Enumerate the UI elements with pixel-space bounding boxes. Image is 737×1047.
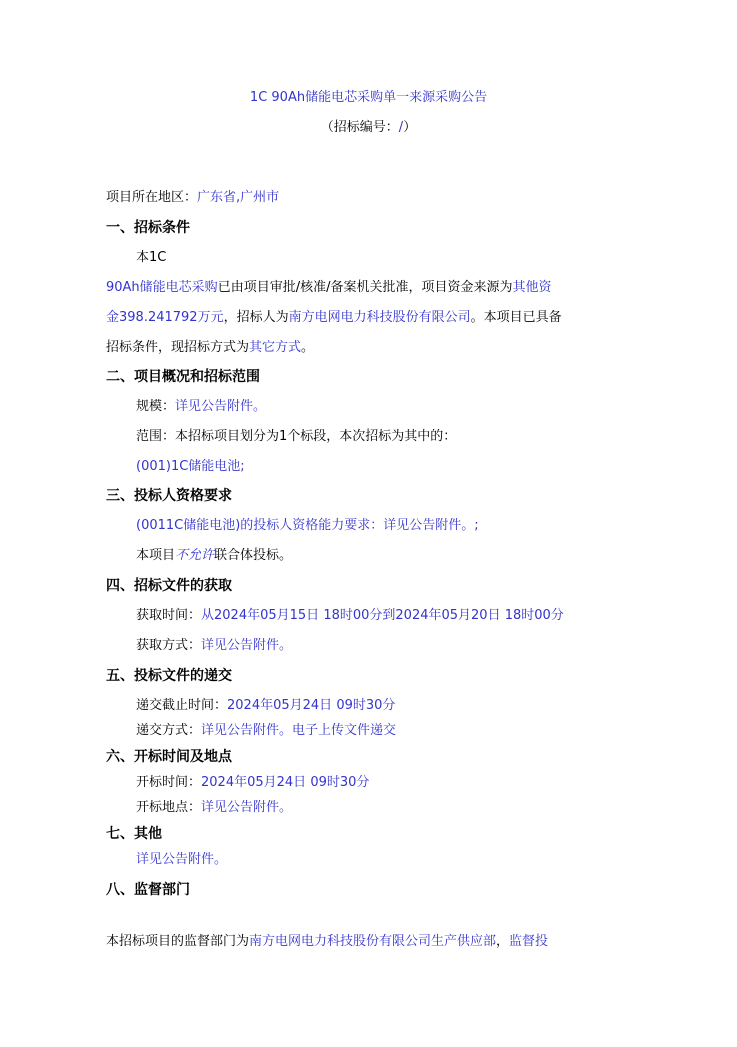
sec1-line-2 — [106, 279, 551, 297]
lot-line: (001)1C储能电池; — [136, 459, 245, 474]
opening-time-value: 2024年05月24日 09时30分 — [201, 775, 370, 790]
submit-method-line — [136, 722, 396, 740]
supervision-pre: 本招标项目的监督部门为 — [106, 934, 250, 949]
opening-place-line — [136, 799, 292, 817]
region-value: 广东省,广州市 — [197, 190, 280, 205]
scope-line: 范围：本招标项目划分为1个标段，本次招标为其中的： — [136, 429, 457, 444]
section-heading-5: 五、投标文件的递交 — [106, 668, 232, 684]
bid-number-suffix: ） — [403, 120, 417, 135]
sec1-line-1: 本1C — [136, 250, 167, 265]
sec1-line-3 — [106, 309, 562, 327]
sec1-text-d: 招标条件，现招标方式为 — [106, 340, 250, 355]
bid-number-prefix: （招标编号： — [320, 120, 399, 135]
bid-number — [0, 119, 737, 137]
deadline-line — [136, 697, 395, 715]
consortium-line — [136, 547, 292, 565]
sec1-text-c: 。本项目已具备 — [470, 310, 562, 325]
obtain-time-label: 获取时间： — [136, 608, 202, 623]
region-line — [106, 189, 279, 207]
opening-time-label: 开标时间： — [136, 775, 202, 790]
region-label: 项目所在地区： — [106, 190, 198, 205]
submit-method-value: 详见公告附件。电子上传文件递交 — [201, 723, 397, 738]
section-heading-6: 六、开标时间及地点 — [106, 749, 232, 765]
qualification-line: (0011C储能电池)的投标人资格能力要求：详见公告附件。; — [136, 518, 479, 533]
opening-place-value: 详见公告附件。 — [201, 800, 293, 815]
supervision-dept: 南方电网电力科技股份有限公司生产供应部 — [249, 934, 497, 949]
bid-number-value: / — [398, 120, 404, 135]
tenderer-name: 南方电网电力科技股份有限公司 — [288, 310, 471, 325]
section-heading-8: 八、监督部门 — [106, 882, 190, 898]
sec1-text-a: 已由项目审批/核准/备案机关批准，项目资金来源为 — [217, 280, 513, 295]
page-title: 1C 90Ah储能电芯采购单一来源采购公告 — [249, 90, 488, 105]
section-heading-3: 三、投标人资格要求 — [106, 488, 232, 504]
section-heading-7: 七、其他 — [106, 826, 162, 842]
other-text: 详见公告附件。 — [136, 852, 228, 867]
consortium-value: 不允许 — [175, 548, 215, 563]
section-heading-2: 二、项目概况和招标范围 — [106, 369, 260, 385]
section-heading-1: 一、招标条件 — [106, 220, 190, 236]
section-heading-4: 四、招标文件的获取 — [106, 578, 232, 594]
supervision-tail: 监督投 — [509, 934, 549, 949]
obtain-method-value: 详见公告附件。 — [201, 638, 293, 653]
obtain-time-value: 从2024年05月15日 18时00分到2024年05月20日 18时00分 — [201, 608, 564, 623]
opening-place-label: 开标地点： — [136, 800, 202, 815]
obtain-time-line — [136, 607, 564, 625]
opening-time-line — [136, 774, 369, 792]
submit-method-label: 递交方式： — [136, 723, 202, 738]
obtain-method-line — [136, 637, 292, 655]
deadline-value: 2024年05月24日 09时30分 — [227, 698, 396, 713]
consortium-post: 联合体投标。 — [214, 548, 293, 563]
consortium-pre: 本项目 — [136, 548, 176, 563]
project-name: 90Ah储能电芯采购 — [106, 280, 218, 295]
sec1-text-e: 。 — [301, 340, 315, 355]
obtain-method-label: 获取方式： — [136, 638, 202, 653]
fund-source-b: 金398.241792万元 — [106, 310, 224, 325]
deadline-label: 递交截止时间： — [136, 698, 228, 713]
sec1-line-4 — [106, 339, 314, 357]
fund-source-a: 其他资 — [512, 280, 552, 295]
supervision-line — [106, 933, 548, 951]
scale-line — [136, 398, 266, 416]
scale-label: 规模： — [136, 399, 176, 414]
supervision-post: ， — [496, 934, 510, 949]
sec1-text-b: ，招标人为 — [223, 310, 289, 325]
tender-method: 其它方式 — [249, 340, 302, 355]
scale-value: 详见公告附件。 — [175, 399, 267, 414]
